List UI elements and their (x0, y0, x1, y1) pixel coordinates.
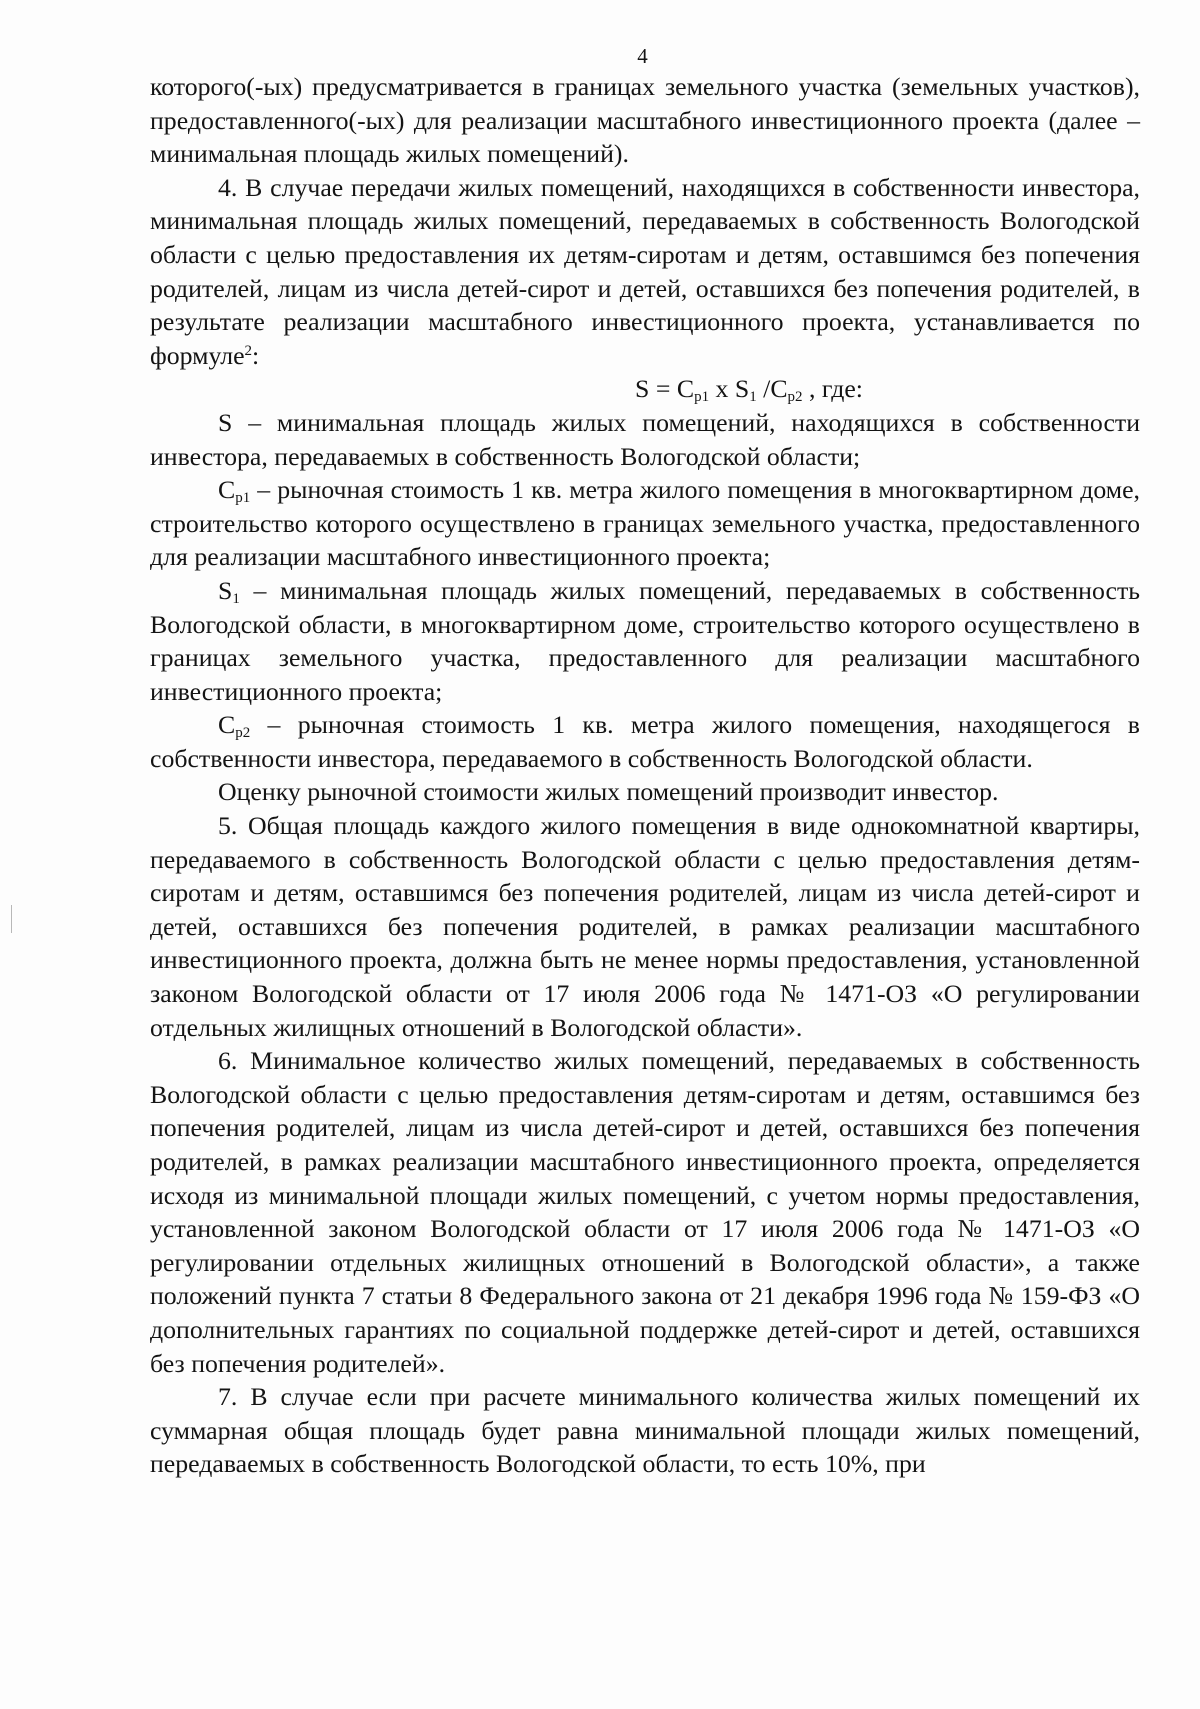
scan-margin-mark (11, 905, 12, 933)
definition-cp1 (150, 473, 1140, 574)
paragraph-4 (150, 171, 1140, 373)
formula-div-c: /C (756, 374, 788, 404)
definition-s1 (150, 574, 1140, 708)
definition-s: S – минимальная площадь жилых помещений, находящихся в собственности инвестора, передаваемых в собственность Вологодской области; (150, 407, 1140, 471)
paragraph-4-colon: : (252, 340, 260, 370)
footnote-mark: 2 (244, 342, 253, 359)
formula-cp2-sub: p2 (787, 389, 803, 406)
paragraph-7: 7. В случае если при расчете минимального количества жилых помещений их суммарная общая площадь будет равна минимальной площади жилых помещений, передаваемых в собственность Вологодской области, то есть 10%, при (150, 1382, 1140, 1479)
paragraph-6: 6. Минимальное количество жилых помещений, передаваемых в собственность Вологодской области с целью предоставления детям-сиротам и детям, оставшимся без попечения родителей, лицам из числа детей-сирот и детей, оставшихся без попечения родителей, в рамках реализации масштабного инвестиционного проекта, определяется исходя из минимальной площади жилых помещений, с учетом нормы предоставления, установленной законом Вологодской области от 17 июля 2006 года № 1471-ОЗ «О регулировании отдельных жилищных отношений в Вологодской области», а также положений пункта 7 статьи 8 Федерального закона от 21 декабря 1996 года № 159-ФЗ «О дополнительных гарантиях по социальной поддержке детей-сирот и детей, оставшихся без попечения родителей». (150, 1046, 1140, 1378)
definition-cp2-symbol: C (218, 710, 236, 740)
valuation-paragraph: Оценку рыночной стоимости жилых помещений производит инвестор. (218, 777, 999, 807)
definition-s1-text: – минимальная площадь жилых помещений, передаваемых в собственность Вологодской области, в многоквартирном доме, строительство которого осуществлено в границах земельного участка, предоставленного для реализации масштабного инвестиционного проекта; (150, 575, 1140, 706)
intro-paragraph: которого(-ых) предусматривается в границах земельного участка (земельных участков), предоставленного(-ых) для реализации масштабного инвестиционного проекта (далее – минимальная площадь жилых помещений). (150, 72, 1140, 169)
definition-cp2-text: – рыночная стоимость 1 кв. метра жилого помещения, находящегося в собственности инвестора, передаваемого в собственность Вологодской области. (150, 710, 1140, 773)
definition-cp1-sub: p1 (235, 490, 251, 507)
paragraph-5: 5. Общая площадь каждого жилого помещения в виде однокомнатной квартиры, передаваемого в собственность Вологодской области с целью предоставления детям-сиротам и детям, оставшимся без попечения родителей, лицам из числа детей-сирот и детей, оставшихся без попечения родителей, в рамках реализации масштабного инвестиционного проекта, должна быть не менее нормы предоставления, установленной законом Вологодской области от 17 июля 2006 года № 1471-ОЗ «О регулировании отдельных жилищных отношений в Вологодской области». (150, 811, 1140, 1042)
formula-s: S = C (635, 374, 695, 404)
formula-where: , где: (802, 374, 863, 404)
formula-x-s: x S (709, 374, 750, 404)
formula-cp1-sub: p1 (694, 389, 710, 406)
definition-cp2 (150, 708, 1140, 775)
document-body (150, 70, 1140, 1481)
page-number: 4 (637, 44, 648, 68)
definition-cp2-sub: p2 (235, 725, 251, 742)
definition-cp1-text: – рыночная стоимость 1 кв. метра жилого помещения в многоквартирном доме, строительство которого осуществлено в границах земельного участка, предоставленного для реализации масштабного инвестиционного проекта; (150, 475, 1140, 572)
definition-s1-symbol: S (218, 575, 233, 605)
definition-cp1-symbol: C (218, 475, 236, 505)
formula (150, 372, 1140, 406)
formula-s1-sub: 1 (749, 389, 757, 406)
paragraph-4-text: 4. В случае передачи жилых помещений, находящихся в собственности инвестора, минимальная площадь жилых помещений, передаваемых в собственность Вологодской области с целью предоставления их детям-сиротам и детям, оставшимся без попечения родителей, лицам из числа детей-сирот и детей, оставшихся без попечения родителей, в результате реализации масштабного инвестиционного проекта, устанавливается по формуле (150, 172, 1140, 370)
definition-s1-sub: 1 (232, 590, 240, 607)
